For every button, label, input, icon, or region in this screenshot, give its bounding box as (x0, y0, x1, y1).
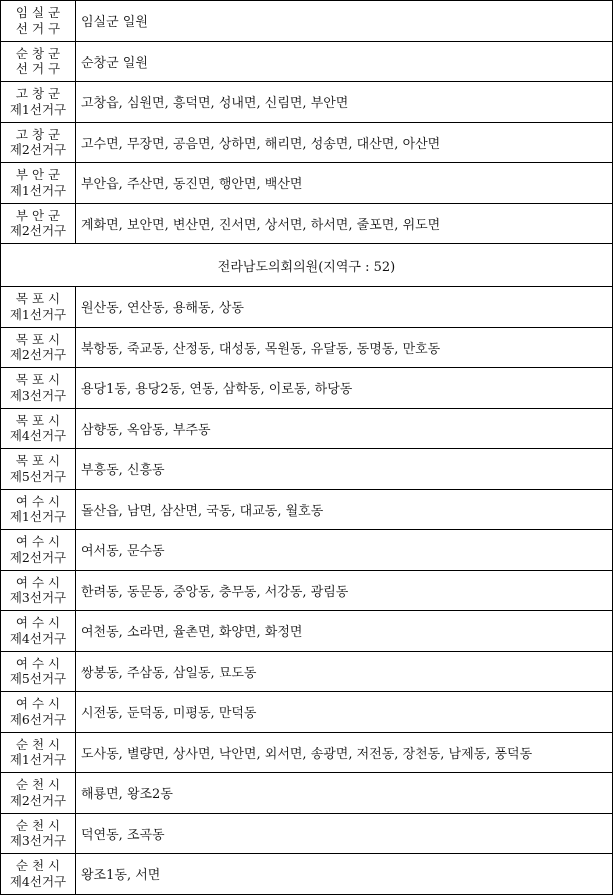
district-name-line2: 제1선거구 (9, 509, 67, 525)
district-areas-cell: 왕조1동, 서면 (76, 854, 613, 895)
district-name-line2: 제4선거구 (9, 428, 67, 444)
district-name-line2: 선 거 구 (15, 20, 61, 36)
district-row (1, 41, 613, 82)
district-name-line2: 제3선거구 (9, 387, 67, 403)
district-name-line1: 목 포 시 (15, 453, 61, 469)
district-areas-cell: 계화면, 보안면, 변산면, 진서면, 상서면, 하서면, 줄포면, 위도면 (76, 203, 613, 244)
district-name-cell (1, 408, 76, 449)
district-name-line2: 제5선거구 (9, 468, 67, 484)
district-name-line1: 부 안 군 (15, 207, 61, 223)
district-name-cell (1, 449, 76, 490)
district-areas-cell: 쌍봉동, 주삼동, 삼일동, 묘도동 (76, 651, 613, 692)
district-name-line2: 제2선거구 (9, 549, 67, 565)
district-name-line2: 제1선거구 (9, 182, 67, 198)
district-name-line1: 여 수 시 (15, 696, 61, 712)
district-name-line1: 여 수 시 (15, 655, 61, 671)
district-name-line1: 부 안 군 (15, 167, 61, 183)
district-name-cell (1, 813, 76, 854)
district-row (1, 813, 613, 854)
district-name-line1: 목 포 시 (15, 331, 61, 347)
district-name-cell (1, 732, 76, 773)
district-name-cell (1, 854, 76, 895)
district-areas-cell: 삼향동, 옥암동, 부주동 (76, 408, 613, 449)
district-name-line2: 제2선거구 (9, 792, 67, 808)
district-name-line1: 순 창 군 (15, 45, 61, 61)
district-name-cell (1, 82, 76, 123)
district-row (1, 611, 613, 652)
district-name-cell (1, 1, 76, 42)
district-areas-cell: 고수면, 무장면, 공음면, 상하면, 해리면, 성송면, 대산면, 아산면 (76, 122, 613, 163)
district-row (1, 327, 613, 368)
district-name-cell (1, 773, 76, 814)
district-name-cell (1, 530, 76, 571)
district-areas-cell: 해룡면, 왕조2동 (76, 773, 613, 814)
district-name-cell (1, 41, 76, 82)
district-row (1, 773, 613, 814)
district-row (1, 692, 613, 733)
district-name-line1: 목 포 시 (15, 412, 61, 428)
district-name-line2: 제1선거구 (9, 101, 67, 117)
district-name-line1: 순 천 시 (15, 777, 61, 793)
district-name-line1: 임 실 군 (15, 5, 61, 21)
district-name-line1: 목 포 시 (15, 372, 61, 388)
district-name-line1: 고 창 군 (15, 126, 61, 142)
district-name-cell (1, 611, 76, 652)
district-row (1, 530, 613, 571)
district-name-line1: 여 수 시 (15, 534, 61, 550)
district-row (1, 122, 613, 163)
district-areas-cell: 돌산읍, 남면, 삼산면, 국동, 대교동, 월호동 (76, 489, 613, 530)
district-areas-cell: 고창읍, 심원면, 흥덕면, 성내면, 신림면, 부안면 (76, 82, 613, 123)
district-name-line2: 선 거 구 (15, 61, 61, 77)
district-areas-cell: 부흥동, 신흥동 (76, 449, 613, 490)
district-name-cell (1, 692, 76, 733)
district-row (1, 449, 613, 490)
district-name-line1: 순 천 시 (15, 858, 61, 874)
district-areas-cell: 시전동, 둔덕동, 미평동, 만덕동 (76, 692, 613, 733)
district-areas-cell: 임실군 일원 (76, 1, 613, 42)
district-name-line2: 제2선거구 (9, 347, 67, 363)
district-name-cell (1, 203, 76, 244)
district-name-line1: 순 천 시 (15, 736, 61, 752)
district-row (1, 732, 613, 773)
districts-table-body (1, 1, 613, 895)
section-header-row (1, 244, 613, 287)
district-areas-cell: 북항동, 죽교동, 산정동, 대성동, 목원동, 유달동, 동명동, 만호동 (76, 327, 613, 368)
district-row (1, 854, 613, 895)
district-name-line1: 고 창 군 (15, 86, 61, 102)
district-areas-cell: 한려동, 동문동, 중앙동, 충무동, 서강동, 광림동 (76, 570, 613, 611)
district-name-line2: 제3선거구 (9, 590, 67, 606)
district-name-line2: 제2선거구 (9, 223, 67, 239)
district-row (1, 489, 613, 530)
district-name-line2: 제3선거구 (9, 833, 67, 849)
district-name-line2: 제1선거구 (9, 306, 67, 322)
district-name-line2: 제5선거구 (9, 671, 67, 687)
district-row (1, 570, 613, 611)
district-name-cell (1, 122, 76, 163)
district-row (1, 82, 613, 123)
district-name-line1: 목 포 시 (15, 291, 61, 307)
district-name-cell (1, 651, 76, 692)
district-name-cell (1, 287, 76, 328)
district-name-cell (1, 163, 76, 204)
district-areas-cell: 용당1동, 용당2동, 연동, 삼학동, 이로동, 하당동 (76, 368, 613, 409)
district-areas-cell: 덕연동, 조곡동 (76, 813, 613, 854)
district-row (1, 203, 613, 244)
district-row (1, 1, 613, 42)
district-row (1, 287, 613, 328)
district-areas-cell: 도사동, 별량면, 상사면, 낙안면, 외서면, 송광면, 저전동, 장천동, 남제동, 풍덕동 (76, 732, 613, 773)
district-row (1, 408, 613, 449)
district-name-cell (1, 327, 76, 368)
district-row (1, 163, 613, 204)
district-name-cell (1, 489, 76, 530)
district-areas-cell: 원산동, 연산동, 용해동, 상동 (76, 287, 613, 328)
district-areas-cell: 순창군 일원 (76, 41, 613, 82)
district-name-line1: 순 천 시 (15, 817, 61, 833)
district-name-line2: 제4선거구 (9, 873, 67, 889)
district-name-line1: 여 수 시 (15, 493, 61, 509)
district-row (1, 368, 613, 409)
district-name-line1: 여 수 시 (15, 574, 61, 590)
district-name-line2: 제6선거구 (9, 711, 67, 727)
district-name-line2: 제1선거구 (9, 752, 67, 768)
district-areas-cell: 여천동, 소라면, 율촌면, 화양면, 화정면 (76, 611, 613, 652)
district-name-line2: 제4선거구 (9, 630, 67, 646)
district-name-cell (1, 570, 76, 611)
district-row (1, 651, 613, 692)
district-name-cell (1, 368, 76, 409)
district-areas-cell: 부안읍, 주산면, 동진면, 행안면, 백산면 (76, 163, 613, 204)
district-name-line1: 여 수 시 (15, 615, 61, 631)
section-header: 전라남도의회의원(지역구 : 52) (1, 244, 613, 287)
district-name-line2: 제2선거구 (9, 142, 67, 158)
district-areas-cell: 여서동, 문수동 (76, 530, 613, 571)
